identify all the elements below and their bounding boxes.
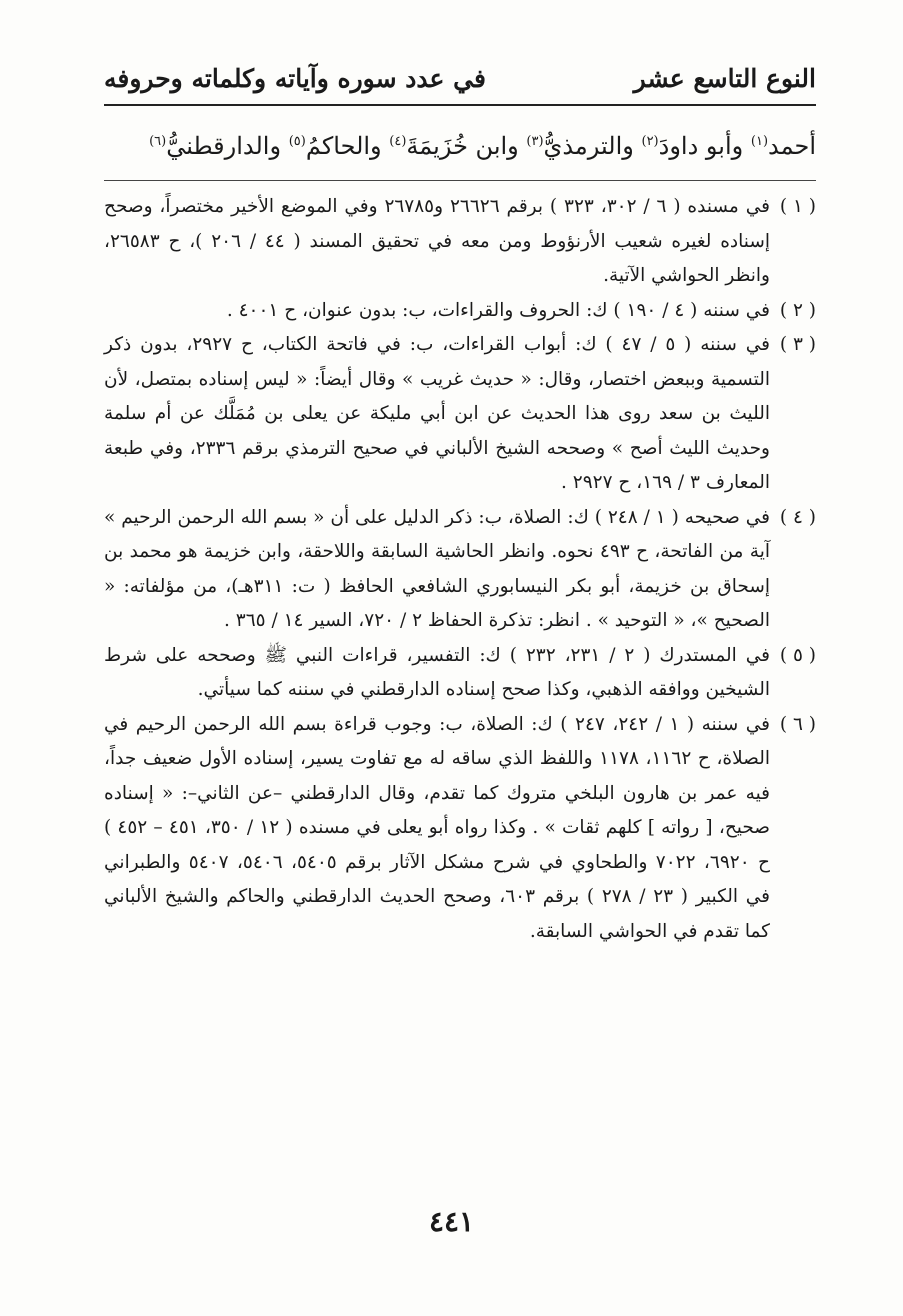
footnote-divider xyxy=(104,180,816,181)
main-text-part: والترمذيُّ xyxy=(543,132,634,160)
main-text-part: والحاكمُ xyxy=(305,132,382,160)
section-title: في عدد سوره وآياته وكلماته وحروفه xyxy=(104,63,486,93)
footnote xyxy=(104,294,816,329)
footnote-number: ( ٦ ) xyxy=(779,713,817,735)
footnote xyxy=(104,328,816,501)
main-text-part: والدارقطنيُّ xyxy=(166,132,282,160)
footnote xyxy=(104,501,816,639)
footnote-number: ( ٣ ) xyxy=(779,334,816,355)
footnote-ref: (٥) xyxy=(288,134,306,149)
footnote xyxy=(104,639,816,708)
header-divider xyxy=(104,104,816,106)
footnote-text: في سننه ( ٤ / ١٩٠ ) ك: الحروف والقراءات، ب: بدون عنوان، ح ٤٠٠١ . xyxy=(226,299,770,321)
footnote-text: في المستدرك ( ٢ / ٢٣١، ٢٣٢ ) ك: التفسير، قراءات النبي ﷺ وصححه على شرط الشيخين ووافقه الذهبي، وكذا صحح إسناده الدارقطني في سننه كما سيأتي. xyxy=(104,644,770,700)
footnote-number: ( ٢ ) xyxy=(779,299,816,321)
footnotes xyxy=(104,190,816,949)
main-text-part: وأبو داودَ xyxy=(658,132,744,160)
footnote-ref: (١) xyxy=(750,134,769,149)
footnote-number: ( ٥ ) xyxy=(779,644,816,666)
main-text-line xyxy=(100,126,816,166)
footnote-ref: (٦) xyxy=(149,134,167,149)
footnote-number: ( ٤ ) xyxy=(779,506,816,528)
main-text-part: وابن خُزَيمَةَ xyxy=(406,132,519,160)
main-text-part: أحمد xyxy=(768,132,816,160)
footnote-text: في سننه ( ١ / ٢٤٢، ٢٤٧ ) ك: الصلاة، ب: وجوب قراءة بسم الله الرحمن الرحيم في الصلاة، ح ١١٦٢، ١١٧٨ واللفظ الذي ساقه له مع تفاوت يسير، إسناده الأول ضعيف جداً، فيه عمر بن هارون البلخي متروك كما تقدم، وقال الدارقطني –عن الثاني–: « إسناده صحيح، [ رواته ] كلهم ثقات » . وكذا رواه أبو يعلى في مسنده ( ١٢ / ٣٥٠، ٤٥١ – ٤٥٢ ) ح ٦٩٢٠، ٧٠٢٢ والطحاوي في شرح مشكل الآثار برقم ٥٤٠٥، ٥٤٠٦، ٥٤٠٧ والطبراني في الكبير ( ٢٣ / ٢٧٨ ) برقم ٦٠٣، وصحح الحديث الدارقطني والحاكم والشيخ الألباني كما تقدم في الحواشي السابقة. xyxy=(104,713,771,942)
footnote-ref: (٤) xyxy=(389,134,407,149)
footnote-ref: (٣) xyxy=(526,134,544,149)
page-number: ٤٤١ xyxy=(428,1205,475,1238)
footnote xyxy=(104,708,816,950)
chapter-title: النوع التاسع عشر xyxy=(633,63,816,93)
footnote-ref: (٢) xyxy=(641,134,659,149)
footnote xyxy=(104,190,816,294)
footnote-text: في سننه ( ٥ / ٤٧ ) ك: أبواب القراءات، ب: في فاتحة الكتاب، ح ٢٩٢٧، بدون ذكر التسمية وببعض اختصار، وقال: « حديث غريب » وقال أيضاً: « ليس إسناده بمتصل، لأن الليث بن سعد روى هذا الحديث عن ابن أبي مليكة عن يعلى بن مُمَلَّك عن أم سلمة وحديث الليث أصح » وصححه الشيخ الألباني في صحيح الترمذي برقم ٢٣٣٦، وفي طبعة المعارف ٣ / ١٦٩، ح ٢٩٢٧ . xyxy=(104,334,770,493)
footnote-number: ( ١ ) xyxy=(779,196,816,217)
footnote-text: في صحيحه ( ١ / ٢٤٨ ) ك: الصلاة، ب: ذكر الدليل على أن « بسم الله الرحمن الرحيم » آية من الفاتحة، ح ٤٩٣ نحوه. وانظر الحاشية السابقة واللاحقة، وابن خزيمة هو محمد بن إسحاق بن خزيمة، أبو بكر النيسابوري الشافعي الحافظ ( ت: ٣١١هـ)، من مؤلفاته: « الصحيح »، « التوحيد » . انظر: تذكرة الحفاظ ٢ / ٧٢٠، السير ١٤ / ٣٦٥ . xyxy=(104,506,771,631)
footnote-text: في مسنده ( ٦ / ٣٠٢، ٣٢٣ ) برقم ٢٦٦٢٦ و٢٦٧٨٥ وفي الموضع الأخير مختصراً، وصحح إسناده لغيره شعيب الأرنؤوط ومن معه في تحقيق المسند ( ٤٤ / ٢٠٦ )، ح ٢٦٥٨٣، وانظر الحواشي الآتية. xyxy=(104,196,770,286)
running-header xyxy=(104,56,816,100)
